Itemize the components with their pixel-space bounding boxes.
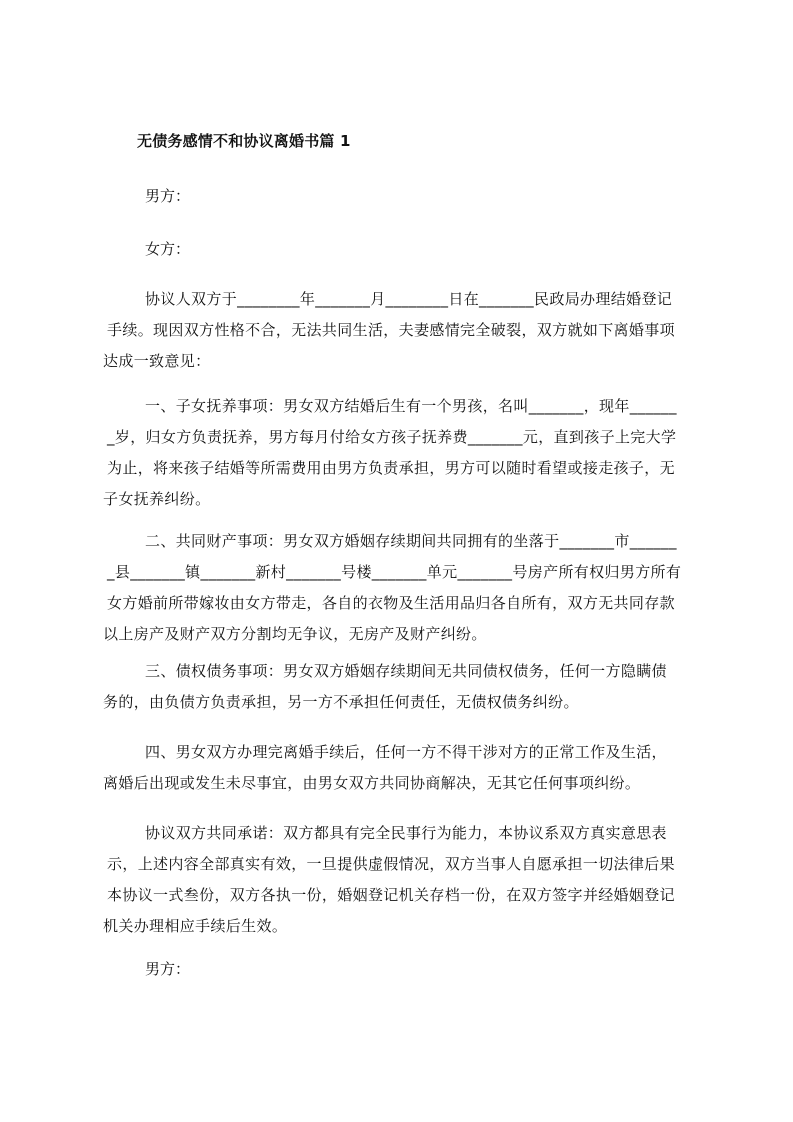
paragraph-line: 子女抚养纠纷。 <box>103 490 211 508</box>
paragraph-line: 协议双方共同承诺：双方都具有完全民事行为能力，本协议系双方真实意思表 <box>145 824 667 842</box>
preamble-paragraph <box>103 284 709 377</box>
paragraph-line: 务的，由负债方负责承担，另一方不承担任何责任，无债权债务纠纷。 <box>103 693 579 711</box>
paragraph-line: 女方婚前所带嫁妆由女方带走，各自的衣物及生活用品归各自所有，双方无共同存款 <box>107 594 675 612</box>
paragraph-line: 手续。现因双方性格不合，无法共同生活，夫妻感情完全破裂，双方就如下离婚事项 <box>107 321 675 339</box>
paragraph-line: 四、男女双方办理完离婚手续后，任何一方不得干涉对方的正常工作及生活， <box>145 743 667 761</box>
female-party-label: 女方： <box>145 240 191 258</box>
commitment-paragraph <box>103 818 709 942</box>
paragraph-line: 三、债权债务事项：男女双方婚姻存续期间无共同债权债务，任何一方隐瞒债 <box>145 662 667 680</box>
paragraph-line: 示，上述内容全部真实有效，一旦提供虚假情况，双方当事人自愿承担一切法律后果 <box>107 855 675 873</box>
paragraph-line: 以上房产及财产双方分割均无争议，无房产及财产纠纷。 <box>103 625 487 643</box>
paragraph-line: 机关办理相应手续后生效。 <box>103 917 288 935</box>
paragraph-line: 达成一致意见： <box>103 352 211 370</box>
property-paragraph <box>103 526 709 650</box>
paragraph-line: 离婚后出现或发生未尽事宜，由男女双方共同协商解决，无其它任何事项纠纷。 <box>103 774 641 792</box>
paragraph-line: _岁，归女方负责抚养，男方每月付给女方孩子抚养费_______元，直到孩子上完大学 <box>107 428 677 446</box>
paragraph-line: 二、共同财产事项：男女双方婚姻存续期间共同拥有的坐落于_______市______ <box>145 532 677 550</box>
paragraph-line: 一、子女抚养事项：男女双方结婚后生有一个男孩，名叫_______，现年______ <box>145 397 677 415</box>
signature-male-label: 男方： <box>145 960 191 978</box>
post-divorce-paragraph <box>103 737 709 799</box>
paragraph-line: _县_______镇_______新村_______号楼_______单元_______号房产所有权归男方所有 <box>107 563 682 581</box>
child-custody-paragraph <box>103 391 709 515</box>
debt-paragraph <box>103 656 709 718</box>
paragraph-line: 本协议一式叁份，双方各执一份，婚姻登记机关存档一份，在双方签字并经婚姻登记 <box>107 886 675 904</box>
document-title: 无债务感情不和协议离婚书篇 1 <box>137 132 351 150</box>
paragraph-line: 协议人双方于________年_______月________日在_______民政局办理结婚登记 <box>145 290 673 308</box>
male-party-label: 男方： <box>145 187 191 205</box>
paragraph-line: 为止，将来孩子结婚等所需费用由男方负责承担，男方可以随时看望或接走孩子，无 <box>107 459 675 477</box>
